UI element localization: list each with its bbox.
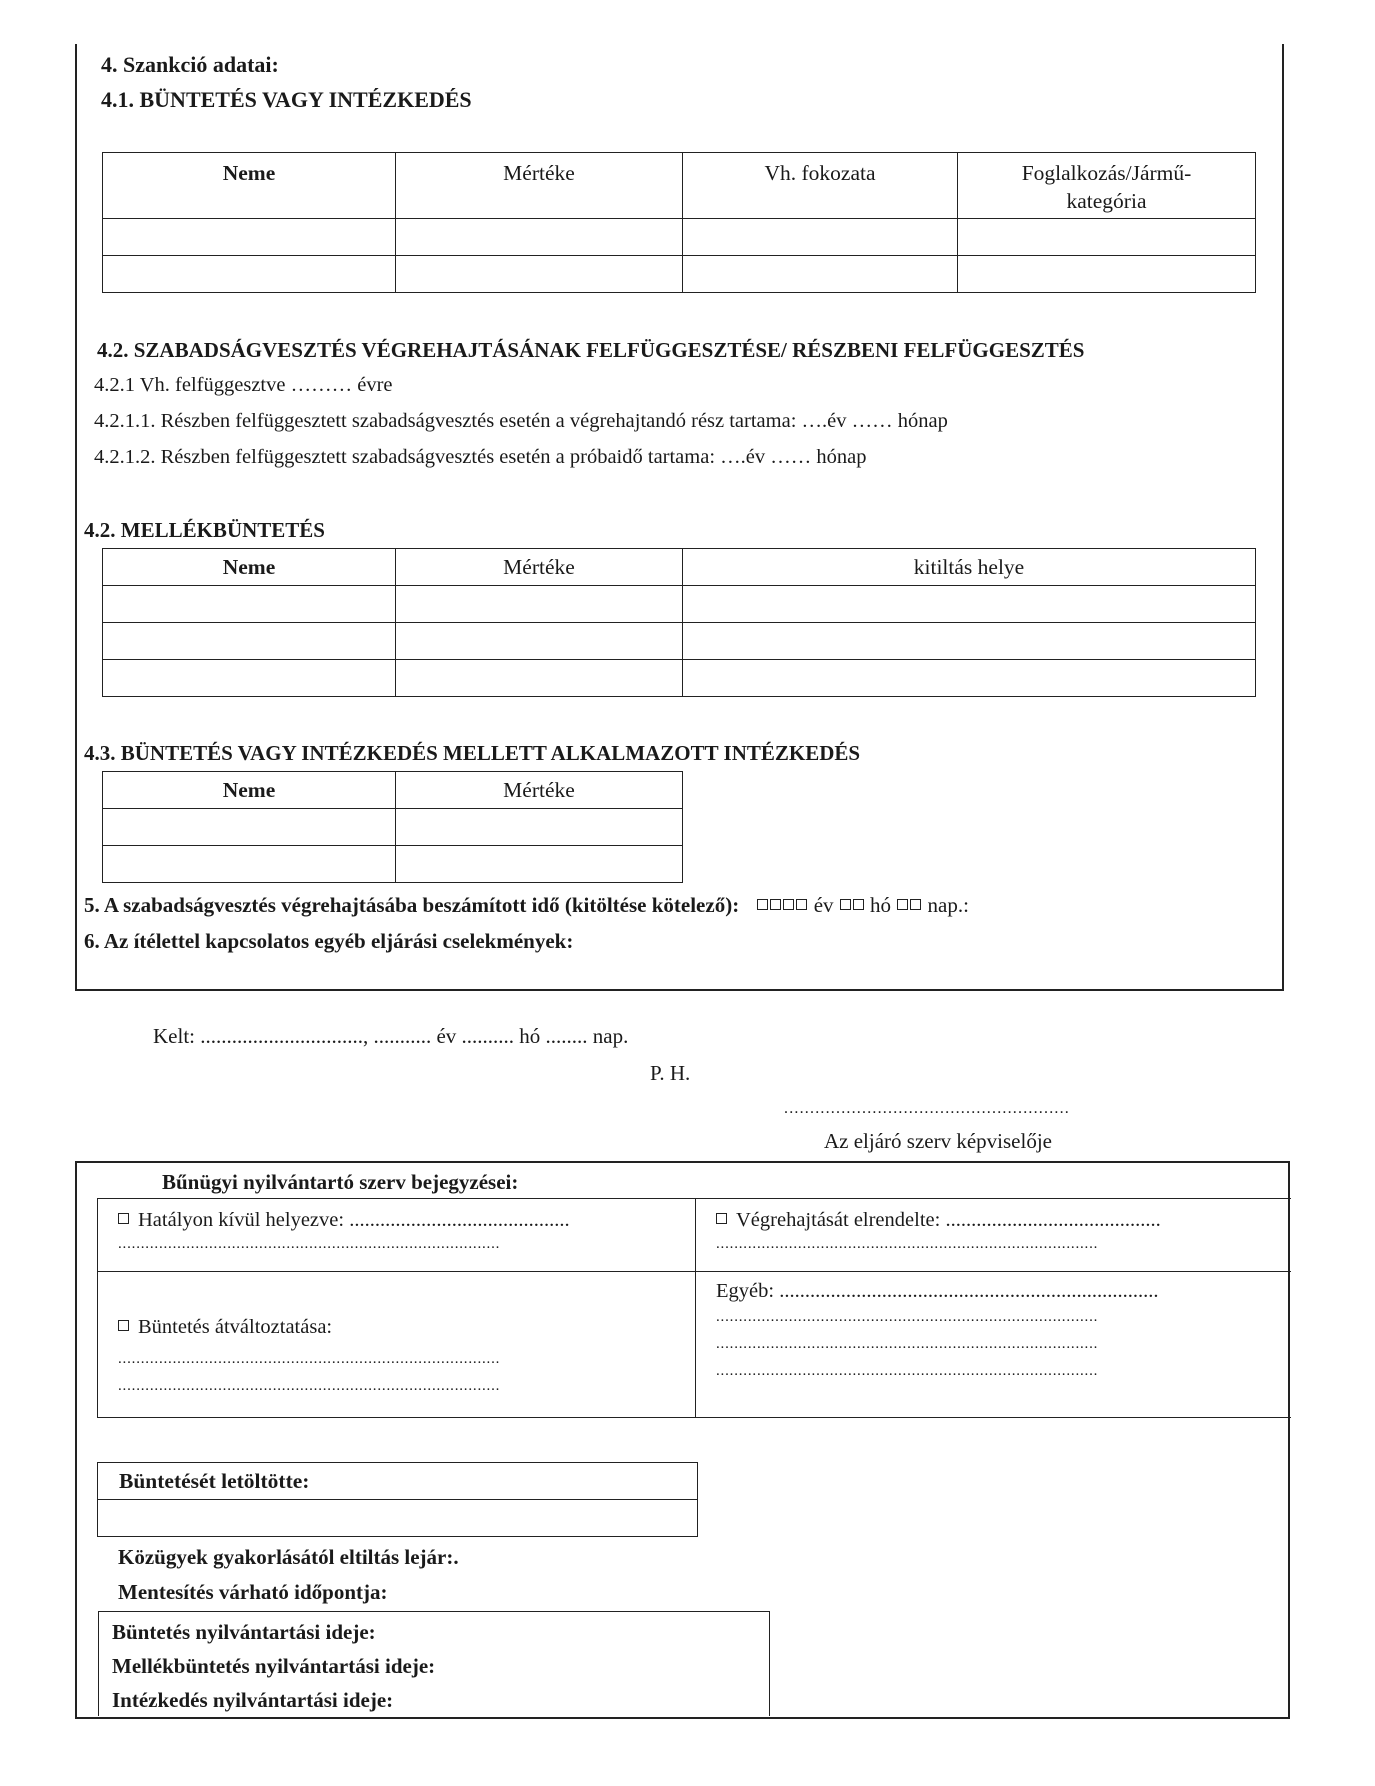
day-boxes[interactable] <box>896 893 922 917</box>
kelt-line: Kelt: ..............................., ........... év .......... hó ........ nap. <box>153 1024 629 1048</box>
table-row <box>103 623 1256 660</box>
other-cell[interactable] <box>696 1272 1291 1418</box>
table-row <box>103 256 1256 293</box>
checkbox-enforcement[interactable] <box>716 1213 727 1224</box>
registry-table <box>97 1198 1291 1418</box>
sanction-table <box>102 152 1256 293</box>
upper-frame-bottom <box>75 989 1284 991</box>
served-label-cell <box>98 1463 698 1500</box>
section42-title: 4.2. SZABADSÁGVESZTÉS VÉGREHAJTÁSÁNAK FELFÜGGESZTÉSE/ RÉSZBENI FELFÜGGESZTÉS <box>97 338 1085 362</box>
table-row <box>103 219 1256 256</box>
table-cell[interactable] <box>103 623 396 660</box>
section43-title: 4.3. BÜNTETÉS VAGY INTÉZKEDÉS MELLETT ALKALMAZOTT INTÉZKEDÉS <box>84 741 861 765</box>
col-header-mertek: Mértéke <box>396 549 683 586</box>
table-row <box>103 809 683 846</box>
penalty-record-label: Büntetés nyilvántartási ideje: <box>112 1620 376 1644</box>
served-value-cell[interactable] <box>98 1500 698 1537</box>
table-cell[interactable] <box>103 809 396 846</box>
ph-stamp: P. H. <box>650 1061 691 1085</box>
public-affairs-label: Közügyek gyakorlásától eltiltás lejár:. <box>118 1545 459 1569</box>
table-cell[interactable] <box>396 660 683 697</box>
month-label: hó <box>870 893 892 917</box>
other-dots-2: .................................................................................... <box>716 1336 1099 1352</box>
section42b-title: 4.2. MELLÉKBÜNTETÉS <box>84 518 325 542</box>
month-boxes[interactable] <box>839 893 865 917</box>
table-cell[interactable] <box>396 219 683 256</box>
enforcement-row <box>716 1209 1291 1232</box>
other-label: Egyéb: .......................................................................... <box>716 1280 1159 1302</box>
upper-frame-left <box>75 44 77 991</box>
col-header-neme: Neme <box>103 153 396 219</box>
checkbox-invalidated[interactable] <box>118 1213 129 1224</box>
served-table <box>97 1462 698 1537</box>
table-cell[interactable] <box>103 219 396 256</box>
representative-label: Az eljáró szerv képviselője <box>824 1129 1052 1153</box>
table-cell[interactable] <box>396 586 683 623</box>
table-cell[interactable] <box>103 660 396 697</box>
registry-title: Bűnügyi nyilvántartó szerv bejegyzései: <box>162 1170 519 1194</box>
measure-record-label: Intézkedés nyilvántartási ideje: <box>112 1688 394 1712</box>
col-header-neme: Neme <box>103 772 396 809</box>
table-cell[interactable] <box>683 623 1256 660</box>
conversion-cell[interactable] <box>98 1272 696 1418</box>
conversion-row <box>118 1316 695 1339</box>
enforcement-dots: .................................................................................... <box>716 1236 1099 1252</box>
other-dots-1: .................................................................................... <box>716 1309 1099 1325</box>
table-cell[interactable] <box>396 846 683 883</box>
table-row <box>103 660 1256 697</box>
year-label: év <box>813 893 834 917</box>
col-header-mertek: Mértéke <box>396 772 683 809</box>
table-row <box>103 846 683 883</box>
col-header-mertek: Mértéke <box>396 153 683 219</box>
table-cell[interactable] <box>958 256 1256 293</box>
enforcement-label: Végrehajtását elrendelte: .......................................... <box>736 1209 1161 1231</box>
col-header-vh-fokozat: Vh. fokozata <box>683 153 958 219</box>
invalidated-row <box>118 1209 695 1232</box>
table-cell[interactable] <box>683 660 1256 697</box>
section4212: 4.2.1.2. Részben felfüggesztett szabadságvesztés esetén a próbaidő tartama: ….év …… hónap <box>94 446 867 468</box>
table-cell[interactable] <box>396 623 683 660</box>
section5-label: 5. A szabadságvesztés végrehajtásába beszámított idő (kitöltése kötelező): <box>84 893 740 917</box>
signature-dots: ....................................................... <box>784 1100 1070 1117</box>
secondary-record-label: Mellékbüntetés nyilvántartási ideje: <box>112 1654 436 1678</box>
section4-title: 4. Szankció adatai: <box>101 52 279 77</box>
table-cell[interactable] <box>683 219 958 256</box>
col-header-neme: Neme <box>103 549 396 586</box>
table-cell[interactable] <box>103 846 396 883</box>
table-row <box>103 586 1256 623</box>
section41-title: 4.1. BÜNTETÉS VAGY INTÉZKEDÉS <box>101 87 472 112</box>
table-cell[interactable] <box>103 256 396 293</box>
measure-table <box>102 771 683 883</box>
conversion-dots-1: .................................................................................... <box>118 1351 501 1367</box>
section5-line <box>84 893 969 918</box>
enforcement-cell[interactable] <box>696 1199 1291 1272</box>
checkbox-conversion[interactable] <box>118 1320 129 1331</box>
upper-frame-right <box>1282 44 1284 991</box>
served-label: Büntetését letöltötte: <box>119 1469 310 1493</box>
secondary-penalty-table <box>102 548 1256 697</box>
conversion-label: Büntetés átváltoztatása: <box>138 1316 333 1338</box>
conversion-dots-2: .................................................................................... <box>118 1378 501 1394</box>
invalidated-label: Hatályon kívül helyezve: ........................................... <box>138 1209 570 1231</box>
table-cell[interactable] <box>103 586 396 623</box>
table-cell[interactable] <box>683 256 958 293</box>
exemption-label: Mentesítés várható időpontja: <box>118 1580 388 1604</box>
table-cell[interactable] <box>683 586 1256 623</box>
year-boxes[interactable] <box>756 893 808 917</box>
other-dots-3: .................................................................................... <box>716 1363 1099 1379</box>
table-cell[interactable] <box>958 219 1256 256</box>
section6-label: 6. Az ítélettel kapcsolatos egyéb eljárási cselekmények: <box>84 929 574 953</box>
invalidated-dots: .................................................................................... <box>118 1236 501 1252</box>
col-header-kitiltas: kitiltás helye <box>683 549 1256 586</box>
section421: 4.2.1 Vh. felfüggesztve ……… évre <box>94 374 393 396</box>
day-label: nap.: <box>927 893 969 917</box>
section4211: 4.2.1.1. Részben felfüggesztett szabadságvesztés esetén a végrehajtandó rész tartama: ….év …… hónap <box>94 410 948 432</box>
col-header-foglalkozas-text: Foglalkozás/Jármű-kategória <box>1021 161 1192 213</box>
invalidated-cell[interactable] <box>98 1199 696 1272</box>
col-header-foglalkozas <box>958 153 1256 219</box>
table-cell[interactable] <box>396 809 683 846</box>
table-cell[interactable] <box>396 256 683 293</box>
